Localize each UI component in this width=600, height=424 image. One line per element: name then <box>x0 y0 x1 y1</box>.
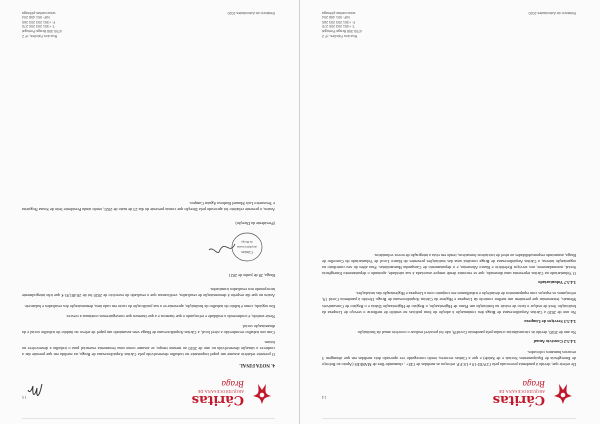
footer-line: www.caritas.pt/braga <box>322 10 356 15</box>
footer-line: F: +351 253 203 260 <box>22 19 56 24</box>
stamp-icon <box>207 230 265 264</box>
footer-report-title: Relatório de Actividades 2020 <box>227 10 275 15</box>
footer-line: T: +351 253 200 270 <box>322 24 355 29</box>
signature-caption: (Presidente da Direção) <box>235 221 275 227</box>
caritas-cross-icon <box>550 380 576 406</box>
footer-line: T: +351 253 200 270 <box>22 24 55 29</box>
section-heading: 3.4.5.2 Convívio Anual <box>533 338 576 344</box>
institution-stamp <box>207 230 265 264</box>
stamp-line: Arquidiocesana <box>236 245 258 250</box>
paragraph: Em seguida, como é hábito do trabalho da Instituição, apresenta-se a sua justificação do custo em cada área, demonstração dos resultados e balancete. <box>24 303 275 309</box>
page-number: 15 <box>22 395 27 400</box>
paragraph: No ano de 2020, devido às circunstâncias criadas pela pandemia Covid19, não foi possível realizar o convívio anual da Instituição. <box>356 329 576 335</box>
page-header <box>22 379 275 406</box>
page-header <box>322 379 576 406</box>
closing-date: Braga, 28 de junho de 2021 <box>228 273 275 279</box>
footer-line: 4700-358 Braga Portugal <box>22 28 63 33</box>
signature-block <box>22 220 275 278</box>
footer-line: F: +351 253 203 260 <box>322 19 356 24</box>
page-14 <box>300 0 600 424</box>
page-body <box>22 200 275 367</box>
footer-line: Rua dos Falcões, nº 2 <box>22 33 58 38</box>
caritas-logo <box>493 379 576 406</box>
paragraph: O Voluntariado na Cáritas representa uma dimensão, que se encontra desde sempre associada à sua atividade, apoiando o departamento Emergência Social, nomeadamente, nos serviços Refeitório e Banco Alimentar, e o departamento de Campanha Humanitárias. Para além do seu contributo na organização interna, a Cáritas Arquidiocesana de Braga constitui uma das instituições presentes do Banco Local de Voluntariado do Concelho de Braga, assumindo responsabilidades ao nível de iniciativas formativas, tendo em vista a integração de novos voluntários. <box>322 252 576 277</box>
paragraph: No ano de 2020 a Cáritas Arquidiocesana de Braga deu continuação à adoção do boas práticas no sentido de melhorar o serviço de Limpeza da Instituição. Será de realçar o facto de existir na Instituição um Plano de Higienização, o Registo de Higienização Diária e o Registo de Consumíveis Mensais, ferramentas que permitem um melhor controlo da Limpeza e Higiene da Cáritas Arquidiocesana de Braga. Devido à pandemia Covid 19, reforçamos os espaços com equipamentos de desinfeção e trabalhamos em conjunto com a Limpeza e Higienização das instalações. <box>322 291 576 315</box>
paragraph: Assim no que diz respeito à demonstração de resultados, verificamos que o resultado do exercício de 2020 foi de 28.481,95 € que irão integralmente incorporado nos resultados transitados. <box>22 287 275 299</box>
approval-note: Assim, o presente relatório foi aprovado pela Direção que consta presente do dia 23 de maio de 2021, tendo ainda Presidente leito de Sousa Nogueira e Tesoureiro Luís Manuel Barbosa Aguiar Campos. <box>22 201 275 213</box>
brand-city: Braga <box>522 379 545 390</box>
handwritten-initials <box>26 380 44 402</box>
brand-name: Cáritas <box>492 392 545 407</box>
signature-stroke <box>209 244 235 253</box>
page-body <box>322 252 576 367</box>
paragraph: De referir que, devido à pandemia provocada pela COVID-19 e I.E.F.P. reforçou as medidas de CEI+ , chamando-lhes de MAREES (Apoio ao Reforço de Emergência de Equipamentos Sociais e de Saúde) e que a Cáritas recorreu, tendo conseguido ver aprovado dois medidas em que abrangem 3 recursos humanos colocados. <box>322 350 576 368</box>
caritas-cross-icon <box>249 380 275 406</box>
page-footer <box>22 10 275 38</box>
brand-name: Cáritas <box>191 392 244 407</box>
section-heading: 3.4.5.3 Serviços de Limpeza <box>524 318 576 324</box>
page-number: 14 <box>322 395 327 400</box>
footer-report-title: Relatório de Actividades 2020 <box>528 10 576 15</box>
paragraph: O presente relatório assume um papel importante no trabalho desenvolvido pela Cáritas Arquidiocesana de Braga, na medida em que permite dar a conhecer a situação desenvolvida no ano de 2020 ao mesmo tempo, se assume como uma ferramenta essencial para o trabalho a desenvolver no futuro. <box>22 339 275 358</box>
divider <box>322 418 576 419</box>
brand-subtitle: ARQUIDIOCESANA DE <box>197 389 244 393</box>
footer-line: 4700-358 Braga Portugal <box>322 28 363 33</box>
footer-address <box>322 10 362 38</box>
paragraph: Com um trabalho reconhecido a nível local, a Cáritas Arquidiocesana de Braga vem assumindo um papel de relevo no âmbito do trabalho social e da dinamização social. <box>22 323 275 335</box>
divider <box>22 418 275 419</box>
footer-line: NIF: 501 458 204 <box>322 15 350 20</box>
stamp-line: de Braga <box>241 240 253 245</box>
footer-address <box>22 10 62 38</box>
page-footer <box>322 10 576 38</box>
brand-city: Braga <box>221 379 244 390</box>
footer-line: NIF: 501 458 204 <box>22 15 50 20</box>
paragraph: Neste sentido, é conhecendo a realidade e reforçando o que fazemos e a que fazemos que conseguiremos continuar a crescer. <box>66 313 275 319</box>
section-heading: 4. NOTA FINAL <box>239 362 275 368</box>
section-heading: 3.4.5.7 Voluntariado <box>538 280 576 286</box>
footer-line: www.caritas.pt/braga <box>22 10 56 15</box>
footer-line: Rua dos Falcões, nº 2 <box>322 33 358 38</box>
brand-subtitle: ARQUIDIOCESANA DE <box>498 389 545 393</box>
caritas-logo <box>192 379 275 406</box>
stamp-line: Cáritas <box>241 250 253 256</box>
